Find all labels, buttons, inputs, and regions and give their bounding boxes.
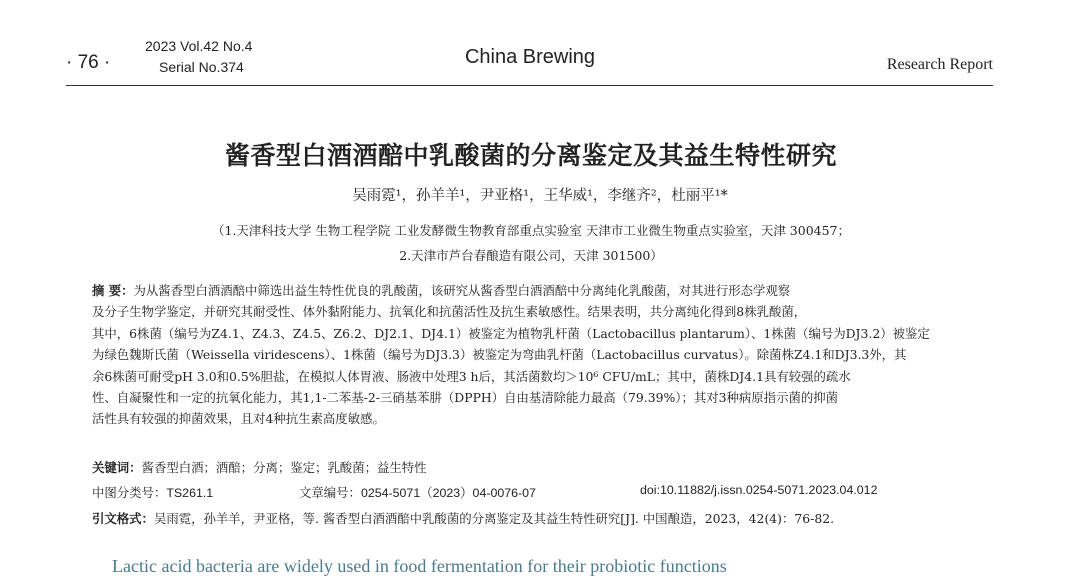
citation-label: 引文格式： [92, 511, 154, 526]
doi[interactable]: doi:10.11882/j.issn.0254-5071.2023.04.012 [640, 483, 878, 497]
body-text-fragment: Lactic acid bacteria are widely used in food fermentation for their probiotic functions [112, 556, 727, 576]
volume-issue: 2023 Vol.42 No.4 [145, 38, 253, 54]
keywords-label: 关键词： [92, 460, 142, 475]
citation-value: 吴雨霓，孙羊羊，尹亚格，等. 酱香型白酒酒醅中乳酸菌的分离鉴定及其益生特性研究[J]. 中国酿造，2023，42(4)：76-82. [153, 511, 835, 526]
abstract-line [92, 280, 970, 301]
affiliation-1: （1.天津科技大学 生物工程学院 工业发酵微生物教育部重点实验室 天津市工业微生物重点实验室，天津 300457； [211, 223, 851, 238]
affiliation-2: 2.天津市芦台春酿造有限公司，天津 301500） [399, 248, 663, 263]
abstract-line: 其中，6株菌（编号为Z4.1、Z4.3、Z4.5、Z6.2、DJ2.1、DJ4.1）被鉴定为植物乳杆菌（Lactobacillus plantarum）、1株菌（编号为DJ3.2）被鉴定 [92, 325, 930, 341]
abstract-line: 活性具有较强的抑菌效果，且对4种抗生素高度敏感。 [92, 411, 385, 427]
article-number: 文章编号：0254-5071（2023）04-0076-07 [299, 486, 536, 500]
abstract-line: 为绿色魏斯氏菌（Weissella viridescens）、1株菌（编号为DJ3.3）被鉴定为弯曲乳杆菌（Lactobacillus curvatus）。除菌株Z4.1和DJ3.3外，其 [92, 347, 907, 363]
citation [92, 509, 972, 527]
abstract-line: 性、自凝聚性和一定的抗氧化能力，其1,1-二苯基-2-三硝基苯肼（DPPH）自由基清除能力最高（79.39%）；其对3种病原指示菌的抑菌 [92, 390, 839, 406]
author-list: 吴雨霓¹，孙羊羊¹，尹亚格¹，王华威¹，李继齐²，杜丽平¹* [352, 188, 728, 204]
abstract-line: 余6株菌可耐受pH 3.0和0.5%胆盐，在模拟人体胃液、肠液中处理3 h后，其活菌数均＞10⁶ CFU/mL；其中，菌株DJ4.1具有较强的疏水 [92, 368, 851, 384]
abstract-label: 摘 要： [92, 283, 134, 298]
header-rule [66, 85, 993, 86]
clc-number: 中图分类号：TS261.1 [92, 486, 214, 500]
abstract-text: 为从酱香型白酒酒醅中筛选出益生特性优良的乳酸菌，该研究从酱香型白酒酒醅中分离纯化乳酸菌，对其进行形态学观察 [133, 283, 791, 298]
serial-number: Serial No.374 [159, 59, 244, 75]
abstract [92, 280, 970, 430]
article-title: 酱香型白酒酒醅中乳酸菌的分离鉴定及其益生特性研究 [224, 141, 837, 170]
section-label: Research Report [886, 56, 993, 73]
keywords-value: 酱香型白酒；酒醅；分离；鉴定；乳酸菌；益生特性 [141, 460, 427, 475]
journal-name: China Brewing [464, 46, 596, 68]
keywords [92, 458, 972, 476]
page-number: · 76 · [66, 52, 111, 73]
abstract-line: 及分子生物学鉴定，并研究其耐受性、体外黏附能力、抗氧化和抗菌活性及抗生素敏感性。结果表明，共分离纯化得到8株乳酸菌， [92, 304, 807, 320]
